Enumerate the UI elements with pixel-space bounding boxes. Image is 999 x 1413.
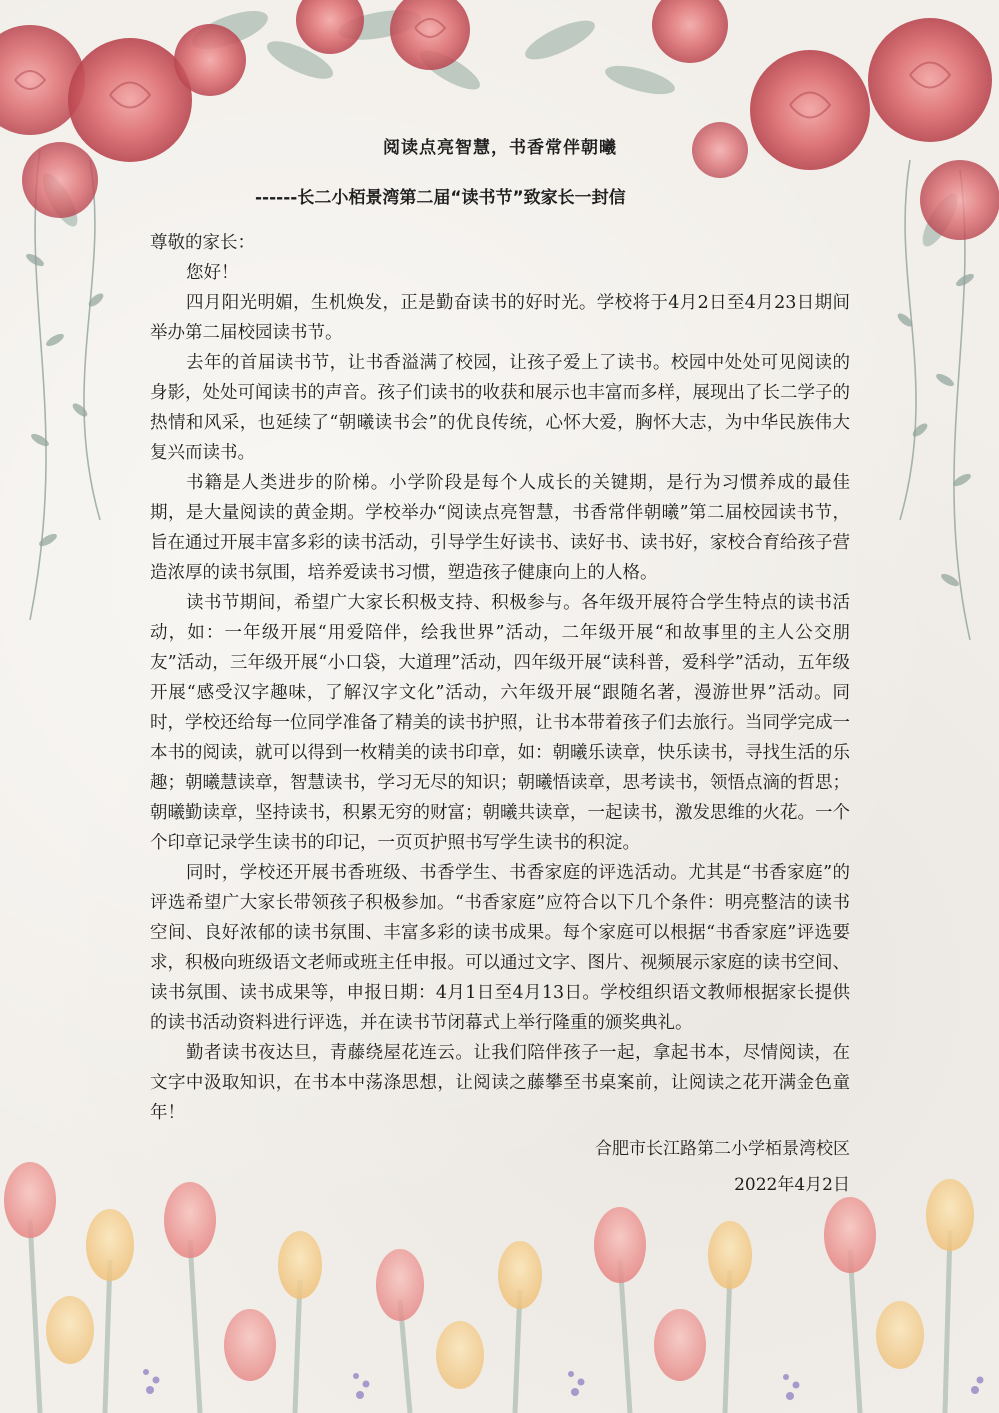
paragraph: 去年的首届读书节，让书香溢满了校园，让孩子爱上了读书。校园中处处可见阅读的身影，处处可闻读书的声音。孩子们读书的收获和展示也丰富而多样，展现出了长二学子的热情和风采，也延续了“朝曦读书会”的优良传统，心怀大爱，胸怀大志，为中华民族伟大复兴而读书。 [150,353,850,463]
signature-date: 2022年4月2日 [734,1175,850,1195]
paragraph: 四月阳光明媚，生机焕发，正是勤奋读书的好时光。学校将于4月2日至4月23日期间举办第二届校园读书节。 [150,293,850,343]
paragraph: 书籍是人类进步的阶梯。小学阶段是每个人成长的关键期，是行为习惯养成的最佳期，是大量阅读的黄金期。学校举办“阅读点亮智慧，书香常伴朝曦”第二届校园读书节，旨在通过开展丰富多彩的读书活动，引导学生好读书、读好书、读书好，家校合育给孩子营造浓厚的读书氛围，培养爱读书习惯，塑造孩子健康向上的人格。 [150,473,850,583]
tulip-stems [30,1220,950,1413]
letter-subtitle: ------长二小栢景湾第二届“读书节”致家长一封信 [255,188,626,208]
letter [150,130,850,1200]
paragraph: 勤者读书夜达旦，青藤绕屋花连云。让我们陪伴孩子一起，拿起书本，尽情阅读，在文字中汲取知识，在书本中荡涤思想，让阅读之藤攀至书桌案前，让阅读之花开满金色童年！ [150,1043,850,1123]
paragraph: 同时，学校还开展书香班级、书香学生、书香家庭的评选活动。尤其是“书香家庭”的评选希望广大家长带领孩子积极参加。“书香家庭”应符合以下几个条件：明亮整洁的读书空间、良好浓郁的读书氛围、丰富多彩的读书成果。每个家庭可以根据“书香家庭”评选要求，积极向班级语文老师或班主任申报。可以通过文字、图片、视频展示家庭的读书空间、读书氛围、读书成果等，申报日期：4月1日至4月13日。学校组织语文教师根据家长提供的读书活动资料进行评选，并在读书节闭幕式上举行隆重的颁奖典礼。 [150,863,850,1033]
salutation: 尊敬的家长： [150,233,255,253]
greeting: 您好！ [186,263,239,283]
paragraph: 读书节期间，希望广大家长积极支持、积极参与。各年级开展符合学生特点的读书活动，如：一年级开展“用爱陪伴，绘我世界”活动，二年级开展“和故事里的主人公交朋友”活动，三年级开展“小口袋，大道理”活动，四年级开展“读科普，爱科学”活动，五年级开展“感受汉字趣味，了解汉字文化”活动，六年级开展“跟随名著，漫游世界”活动。同时，学校还给每一位同学准备了精美的读书护照，让书本带着孩子们去旅行。当同学完成一本书的阅读，就可以得到一枚精美的读书印章，如：朝曦乐读章，快乐读书，寻找生活的乐趣；朝曦慧读章，智慧读书，学习无尽的知识；朝曦悟读章，思考读书，领悟点滴的哲思；朝曦勤读章，坚持读书，积累无穷的财富；朝曦共读章，一起读书，激发思维的火花。一个个印章记录学生读书的印记，一页页护照书写学生读书的积淀。 [150,593,850,853]
letter-title: 阅读点亮智慧，书香常伴朝曦 [383,138,617,158]
letter-body [150,228,850,1128]
signature-org: 合肥市长江路第二小学栢景湾校区 [595,1139,850,1159]
